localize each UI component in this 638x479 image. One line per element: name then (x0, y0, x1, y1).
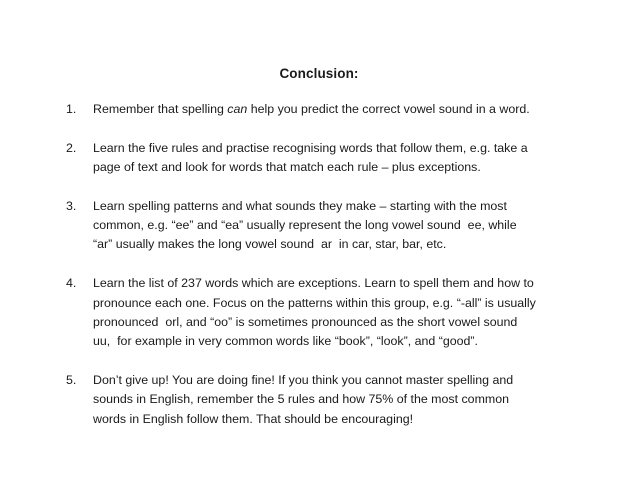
list-item-line: pronounced orl, and “oo” is sometimes pronounced as the short vowel sound (93, 314, 518, 329)
list-item (66, 371, 596, 429)
list-item (66, 197, 596, 255)
list-item (66, 274, 596, 351)
list-item-line: page of text and look for words that match each rule – plus exceptions. (93, 160, 481, 175)
line-text: help you predict the correct vowel sound in a word. (247, 102, 530, 116)
list-item-number: 4. (66, 276, 77, 291)
list-item-number: 5. (66, 372, 77, 387)
list-item-number: 1. (66, 102, 77, 116)
list-item-line: “ar” usually makes the long vowel sound ar in car, star, bar, etc. (93, 237, 447, 252)
list-item-number: 3. (66, 198, 77, 213)
list-item-line: uu, for example in very common words like “book”, “look”, and “good”. (93, 334, 478, 349)
list-item-line: pronounce each one. Focus on the patterns within this group, e.g. “-all” is usually (93, 295, 536, 310)
list-item (66, 100, 596, 119)
slide-title: Conclusion: (279, 66, 359, 81)
conclusion-list (66, 100, 596, 429)
list-item-number: 2. (66, 140, 77, 155)
list-item-line (93, 100, 596, 119)
list-item-line: words in English follow them. That should be encouraging! (93, 411, 414, 426)
emphasis-text: can (227, 102, 248, 116)
list-item-line: Learn the list of 237 words which are exceptions. Learn to spell them and how to (93, 276, 534, 291)
list-item-line: common, e.g. “ee” and “ea” usually represent the long vowel sound ee, while (93, 218, 517, 233)
list-item-line: Learn spelling patterns and what sounds they make – starting with the most (93, 198, 507, 213)
list-item-line: Don’t give up! You are doing fine! If you think you cannot master spelling and (93, 372, 514, 387)
list-item (66, 139, 596, 178)
line-text: Remember that spelling (93, 102, 228, 116)
list-item-line: sounds in English, remember the 5 rules and how 75% of the most common (93, 392, 509, 407)
list-item-line: Learn the five rules and practise recognising words that follow them, e.g. take a (93, 140, 528, 155)
